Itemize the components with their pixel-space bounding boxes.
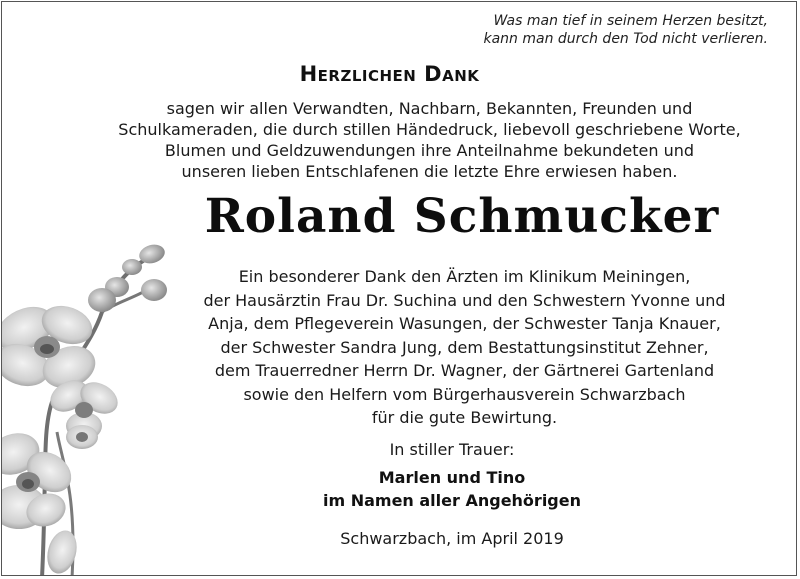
thanks-line: Anja, dem Pflegeverein Wasungen, der Schwester Tanja Knauer, xyxy=(208,314,721,333)
thanks-line: Ein besonderer Dank den Ärzten im Klinikum Meiningen, xyxy=(238,267,691,286)
obituary-card xyxy=(1,1,797,576)
deceased-name: Roland Schmucker xyxy=(204,189,720,244)
signers xyxy=(152,466,752,512)
signer-line: Marlen und Tino xyxy=(378,468,526,487)
place-date: Schwarzbach, im April 2019 xyxy=(340,529,564,548)
intro-line: sagen wir allen Verwandten, Nachbarn, Bekannten, Freunden und xyxy=(166,99,693,118)
intro-line: unseren lieben Entschlafenen die letzte Ehre erwiesen haben. xyxy=(181,162,678,181)
mourning-label: In stiller Trauer: xyxy=(389,440,515,459)
thanks-heading: Herzlichen Dank xyxy=(299,62,480,86)
motto-line: Was man tief in seinem Herzen besitzt, xyxy=(493,13,768,29)
thanks-line: dem Trauerredner Herrn Dr. Wagner, der Gärtnerei Gartenland xyxy=(214,361,715,380)
intro-paragraph xyxy=(82,98,777,182)
motto-quote xyxy=(483,12,768,48)
special-thanks-paragraph xyxy=(152,265,777,430)
thanks-line: sowie den Helfern vom Bürgerhausverein Schwarzbach xyxy=(243,384,686,404)
thanks-line: für die gute Bewirtung. xyxy=(371,408,558,427)
thanks-line: der Hausärztin Frau Dr. Suchina und den Schwestern Yvonne und xyxy=(203,290,726,310)
signer-line: im Namen aller Angehörigen xyxy=(322,491,581,510)
motto-line: kann man durch den Tod nicht verlieren. xyxy=(483,31,768,47)
thanks-line: der Schwester Sandra Jung, dem Bestattungsinstitut Zehner, xyxy=(220,337,709,357)
intro-line: Schulkameraden, die durch stillen Händedruck, liebevoll geschriebene Worte, xyxy=(118,120,741,139)
intro-line: Blumen und Geldzuwendungen ihre Anteilnahme bekundeten und xyxy=(164,141,695,160)
